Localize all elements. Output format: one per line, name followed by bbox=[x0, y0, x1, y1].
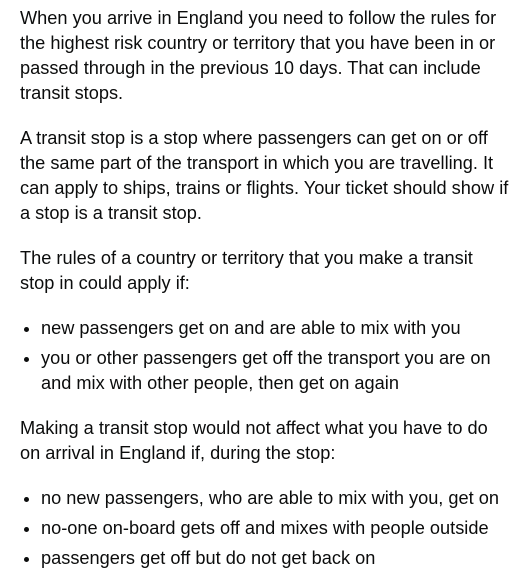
rules-apply-intro-paragraph: The rules of a country or territory that you make a transit stop in could apply if: bbox=[20, 248, 473, 293]
list-item: • you or other passengers get off the transport you are on and mix with other people, then get on again bbox=[41, 346, 510, 396]
rules-apply-list bbox=[20, 316, 510, 396]
no-effect-intro-paragraph: Making a transit stop would not affect what you have to do on arrival in England if, during the stop: bbox=[20, 418, 488, 463]
transit-stop-definition-paragraph: A transit stop is a stop where passengers can get on or off the same part of the transport in which you are travelling. It can apply to ships, trains or flights. Your ticket should show if a stop is a transit stop. bbox=[20, 128, 509, 223]
arrival-rules-paragraph: When you arrive in England you need to follow the rules for the highest risk country or territory that you have been in or passed through in the previous 10 days. That can include transit stops. bbox=[20, 8, 497, 103]
list-item: • passengers get off but do not get back on bbox=[41, 546, 510, 571]
no-effect-list bbox=[20, 486, 510, 571]
list-item: • new passengers get on and are able to mix with you bbox=[41, 316, 510, 341]
list-item: • no new passengers, who are able to mix with you, get on bbox=[41, 486, 510, 511]
list-item: • no-one on-board gets off and mixes with people outside bbox=[41, 516, 510, 541]
